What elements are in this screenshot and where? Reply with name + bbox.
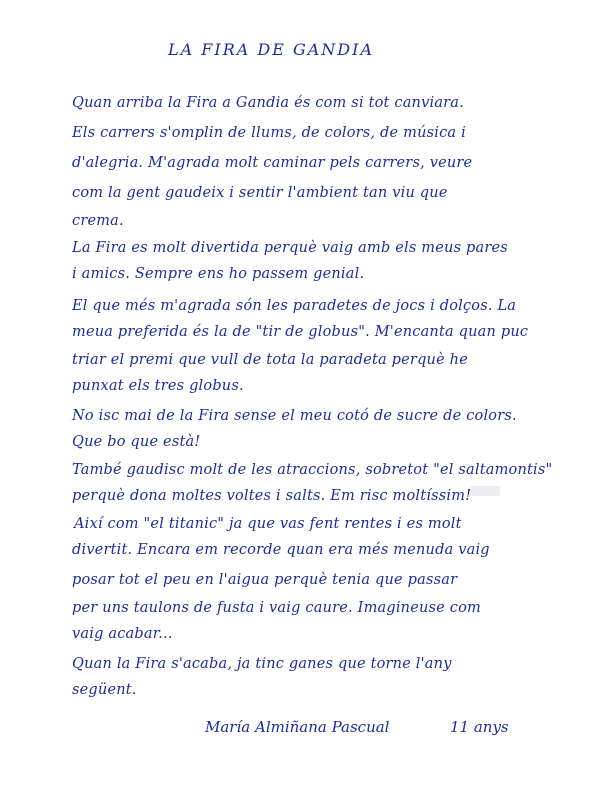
letter-line: per uns taulons de fusta i vaig caure. Imagineuse com bbox=[72, 600, 481, 616]
letter-line: Així com "el titanic" ja que vas fent rentes i es molt bbox=[74, 516, 462, 532]
letter-line: Que bo que està! bbox=[72, 434, 201, 450]
letter-line: perquè dona moltes voltes i salts. Em risc moltíssim! bbox=[72, 488, 472, 504]
letter-line: d'alegria. M'agrada molt caminar pels carrers, veure bbox=[72, 155, 473, 171]
letter-line: El que més m'agrada són les paradetes de jocs i dolços. La bbox=[72, 298, 517, 314]
letter-line: crema. bbox=[72, 213, 124, 229]
letter-line: La Fira es molt divertida perquè vaig amb els meus pares bbox=[72, 240, 508, 256]
scan-smudge bbox=[470, 486, 500, 496]
letter-line: meua preferida és la de "tir de globus". M'encanta quan puc bbox=[72, 324, 529, 340]
letter-line: punxat els tres globus. bbox=[72, 378, 244, 394]
letter-line: posar tot el peu en l'aigua perquè tenia que passar bbox=[72, 572, 458, 588]
letter-title: LA FIRA DE GANDIA bbox=[168, 40, 375, 59]
letter-line: Quan arriba la Fira a Gandia és com si tot canviara. bbox=[72, 95, 464, 111]
letter-line: Els carrers s'omplin de llums, de colors, de música i bbox=[72, 125, 466, 141]
letter-line: següent. bbox=[72, 682, 137, 698]
letter-line: vaig acabar... bbox=[72, 626, 173, 642]
letter-line: i amics. Sempre ens ho passem genial. bbox=[72, 266, 365, 282]
letter-line: triar el premi que vull de tota la paradeta perquè he bbox=[72, 352, 468, 368]
letter-line: No isc mai de la Fira sense el meu cotó de sucre de colors. bbox=[72, 408, 517, 424]
letter-line: Quan la Fira s'acaba, ja tinc ganes que torne l'any bbox=[72, 656, 452, 672]
letter-line: divertit. Encara em recorde quan era més menuda vaig bbox=[72, 542, 490, 558]
signature-age: 11 anys bbox=[450, 718, 509, 736]
signature-name: María Almiñana Pascual bbox=[205, 718, 390, 736]
letter-line: com la gent gaudeix i sentir l'ambient tan viu que bbox=[72, 185, 448, 201]
letter-line: També gaudisc molt de les atraccions, sobretot "el saltamontis" bbox=[72, 462, 553, 478]
